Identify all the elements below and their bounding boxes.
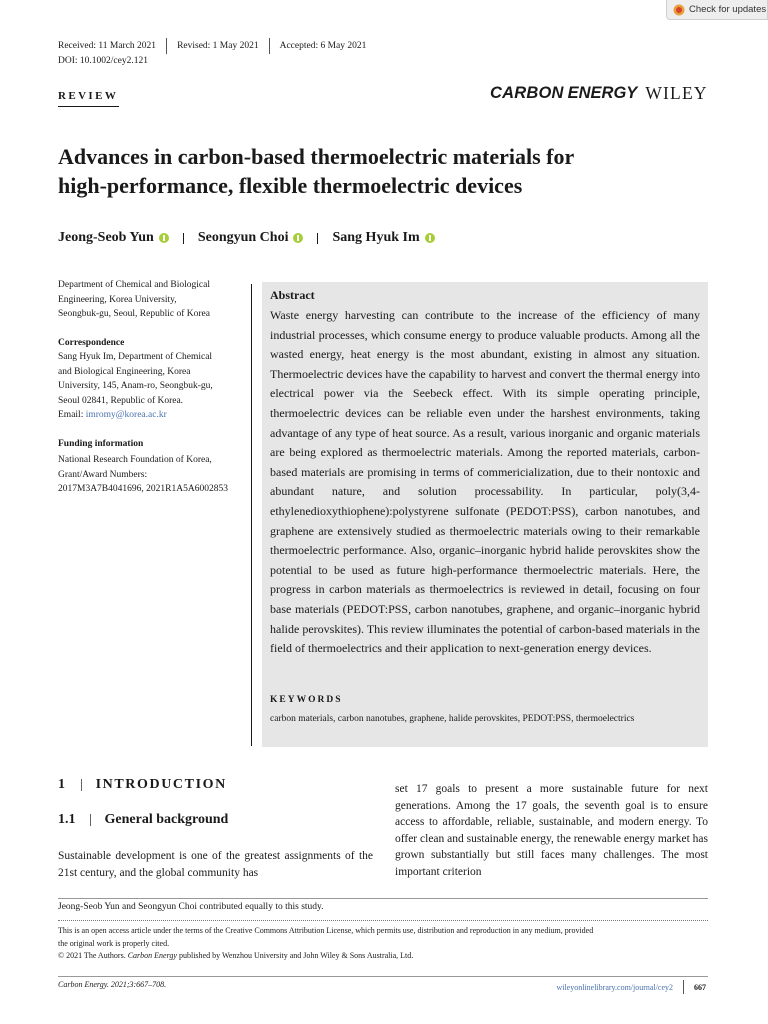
copyright-journal: Carbon Energy (127, 951, 177, 960)
correspondence-heading: Correspondence (58, 337, 125, 348)
column-divider (251, 284, 252, 746)
section-number: 1 (58, 777, 67, 792)
dotted-rule (58, 920, 708, 921)
contribution-note: Jeong-Seob Yun and Seongyun Choi contributed equally to this study. (58, 902, 324, 912)
license-text (58, 925, 708, 963)
divider (166, 38, 167, 54)
logo-energy: ENERGY (567, 83, 638, 102)
article-type: REVIEW (58, 90, 119, 102)
abstract-heading: Abstract (270, 288, 315, 302)
orcid-icon[interactable] (425, 233, 435, 243)
page-number: 667 (694, 982, 706, 992)
keywords-heading: KEYWORDS (270, 695, 343, 705)
author-name[interactable]: Seongyun Choi (197, 230, 289, 245)
author-name[interactable]: Sang Hyuk Im (332, 230, 420, 245)
footnote-rule (58, 898, 708, 899)
copyright-prefix: © 2021 The Authors. (58, 951, 128, 960)
subsection-number: 1.1 (58, 812, 76, 827)
doi: DOI: 10.1002/cey2.121 (58, 56, 148, 66)
correspondence-line: Sang Hyuk Im, Department of Chemical (58, 352, 213, 362)
copyright-line (58, 950, 708, 963)
received-date: Received: 11 March 2021 (58, 41, 157, 51)
email-link[interactable]: imromy@korea.ac.kr (85, 410, 167, 420)
keywords-text: carbon materials, carbon nanotubes, graphene, halide perovskites, PEDOT:PSS, thermoelectrics (270, 714, 635, 724)
correspondence-line: Seoul 02841, Republic of Korea. (58, 395, 184, 406)
correspondence-line: and Biological Engineering, Korea (58, 366, 191, 377)
funding-line: National Research Foundation of Korea, (58, 455, 212, 465)
license-line: This is an open access article under the terms of the Creative Commons Attribution License, which permits use, distribution and reproduction in any medium, provided (58, 926, 594, 935)
funding-line: Grant/Award Numbers: (58, 469, 148, 480)
section-title: INTRODUCTION (95, 777, 227, 792)
article-type-underline (58, 106, 119, 107)
citation: Carbon Energy. 2021;3:667–708. (58, 980, 167, 989)
footer-rule (58, 976, 708, 977)
publisher-logo: WILEY (645, 82, 708, 103)
article-title (58, 142, 718, 200)
divider (683, 980, 684, 994)
journal-url-link[interactable]: wileyonlinelibrary.com/journal/cey2 (556, 982, 673, 992)
orcid-icon[interactable] (293, 233, 303, 243)
correspondence-line: University, 145, Anam-ro, Seongbuk-gu, (58, 381, 213, 391)
license-line: the original work is properly cited. (58, 938, 170, 948)
body-text-column-2: set 17 goals to present a more sustainable future for next generations. Among the 17 goals, the seventh goal is to ensure access to affordable, reliable, sustainable, and modern energy. To offer clean and sustainable energy, the renewable energy market has grown substantially but still faces many challenges. The most important criterion (395, 783, 708, 878)
affiliation-line: Engineering, Korea University, (58, 294, 177, 305)
check-for-updates-button[interactable] (666, 0, 768, 20)
author-name[interactable]: Jeong-Seob Yun (58, 230, 154, 245)
divider (317, 233, 318, 244)
article-info-column (58, 278, 244, 497)
divider (90, 814, 91, 826)
title-line: high-performance, flexible thermoelectric devices (58, 173, 523, 198)
email-label: Email: (58, 410, 86, 420)
logo-carbon: CARBON (490, 83, 564, 102)
section-heading-introduction (58, 777, 227, 793)
funding-line: 2017M3A7B4041696, 2021R1A5A6002853 (58, 484, 228, 494)
revised-date: Revised: 1 May 2021 (177, 41, 259, 51)
body-text-column-1: Sustainable development is one of the greatest assignments of the 21st century, and the global community has (58, 850, 373, 879)
accepted-date: Accepted: 6 May 2021 (279, 41, 367, 51)
refresh-icon (673, 4, 685, 16)
affiliation-line: Seongbuk-gu, Seoul, Republic of Korea (58, 309, 210, 319)
orcid-icon[interactable] (159, 233, 169, 243)
subsection-title: General background (104, 812, 229, 827)
author-list (58, 230, 435, 246)
affiliation-line: Department of Chemical and Biological (58, 280, 210, 290)
divider (183, 233, 184, 244)
title-line: Advances in carbon-based thermoelectric materials for (58, 144, 575, 169)
divider (269, 38, 270, 54)
check-for-updates-label: Check for updates (689, 4, 767, 15)
journal-logo (490, 82, 708, 104)
footer-right (556, 980, 706, 994)
subsection-heading-general-background (58, 812, 228, 828)
article-dates (58, 39, 366, 53)
funding-heading: Funding information (58, 438, 144, 449)
abstract-text: Waste energy harvesting can contribute to the increase of the efficiency of many industrial processes, which consume energy to produce valuable products. Among all the wasted energy, heat energy is the most abundant, existing in almost any situation. Thermoelectric devices have the capability to harvest and convert the thermal energy into electrical power via the Seebeck effect. With its simple operating principle, thermoelectric devices can be reliable even under the harshest environments, taking advantage of any type of heat source. As a result, various inorganic and organic materials are being explored as thermoelectric materials. Among the reported materials, carbon-based materials are promising in terms of commericialization, due to their nontoxic and abundant nature, and solution processability. In particular, poly(3,4-ethylenedioxythiophene):polystyrene sulfonate (PEDOT:PSS), carbon nanotubes, and graphene are extensively studied as thermoelectric materials owing to their remarkable thermoelectric performance. Also, organic–inorganic hybrid halide perovskites show the potential to be used as future high-performance thermoelectric materials. Here, the progress in carbon materials as thermoelectrics is reviewed in detail, focusing on four base materials (PEDOT:PSS, carbon nanotubes, graphene, and organic–inorganic hybrid halide perovskites). This review illuminates the potential of carbon-based materials in the field of thermoelectrics and their application to next-generation energy devices. (270, 308, 700, 656)
divider (81, 779, 82, 791)
copyright-suffix: published by Wenzhou University and John Wiley & Sons Australia, Ltd. (176, 951, 414, 960)
